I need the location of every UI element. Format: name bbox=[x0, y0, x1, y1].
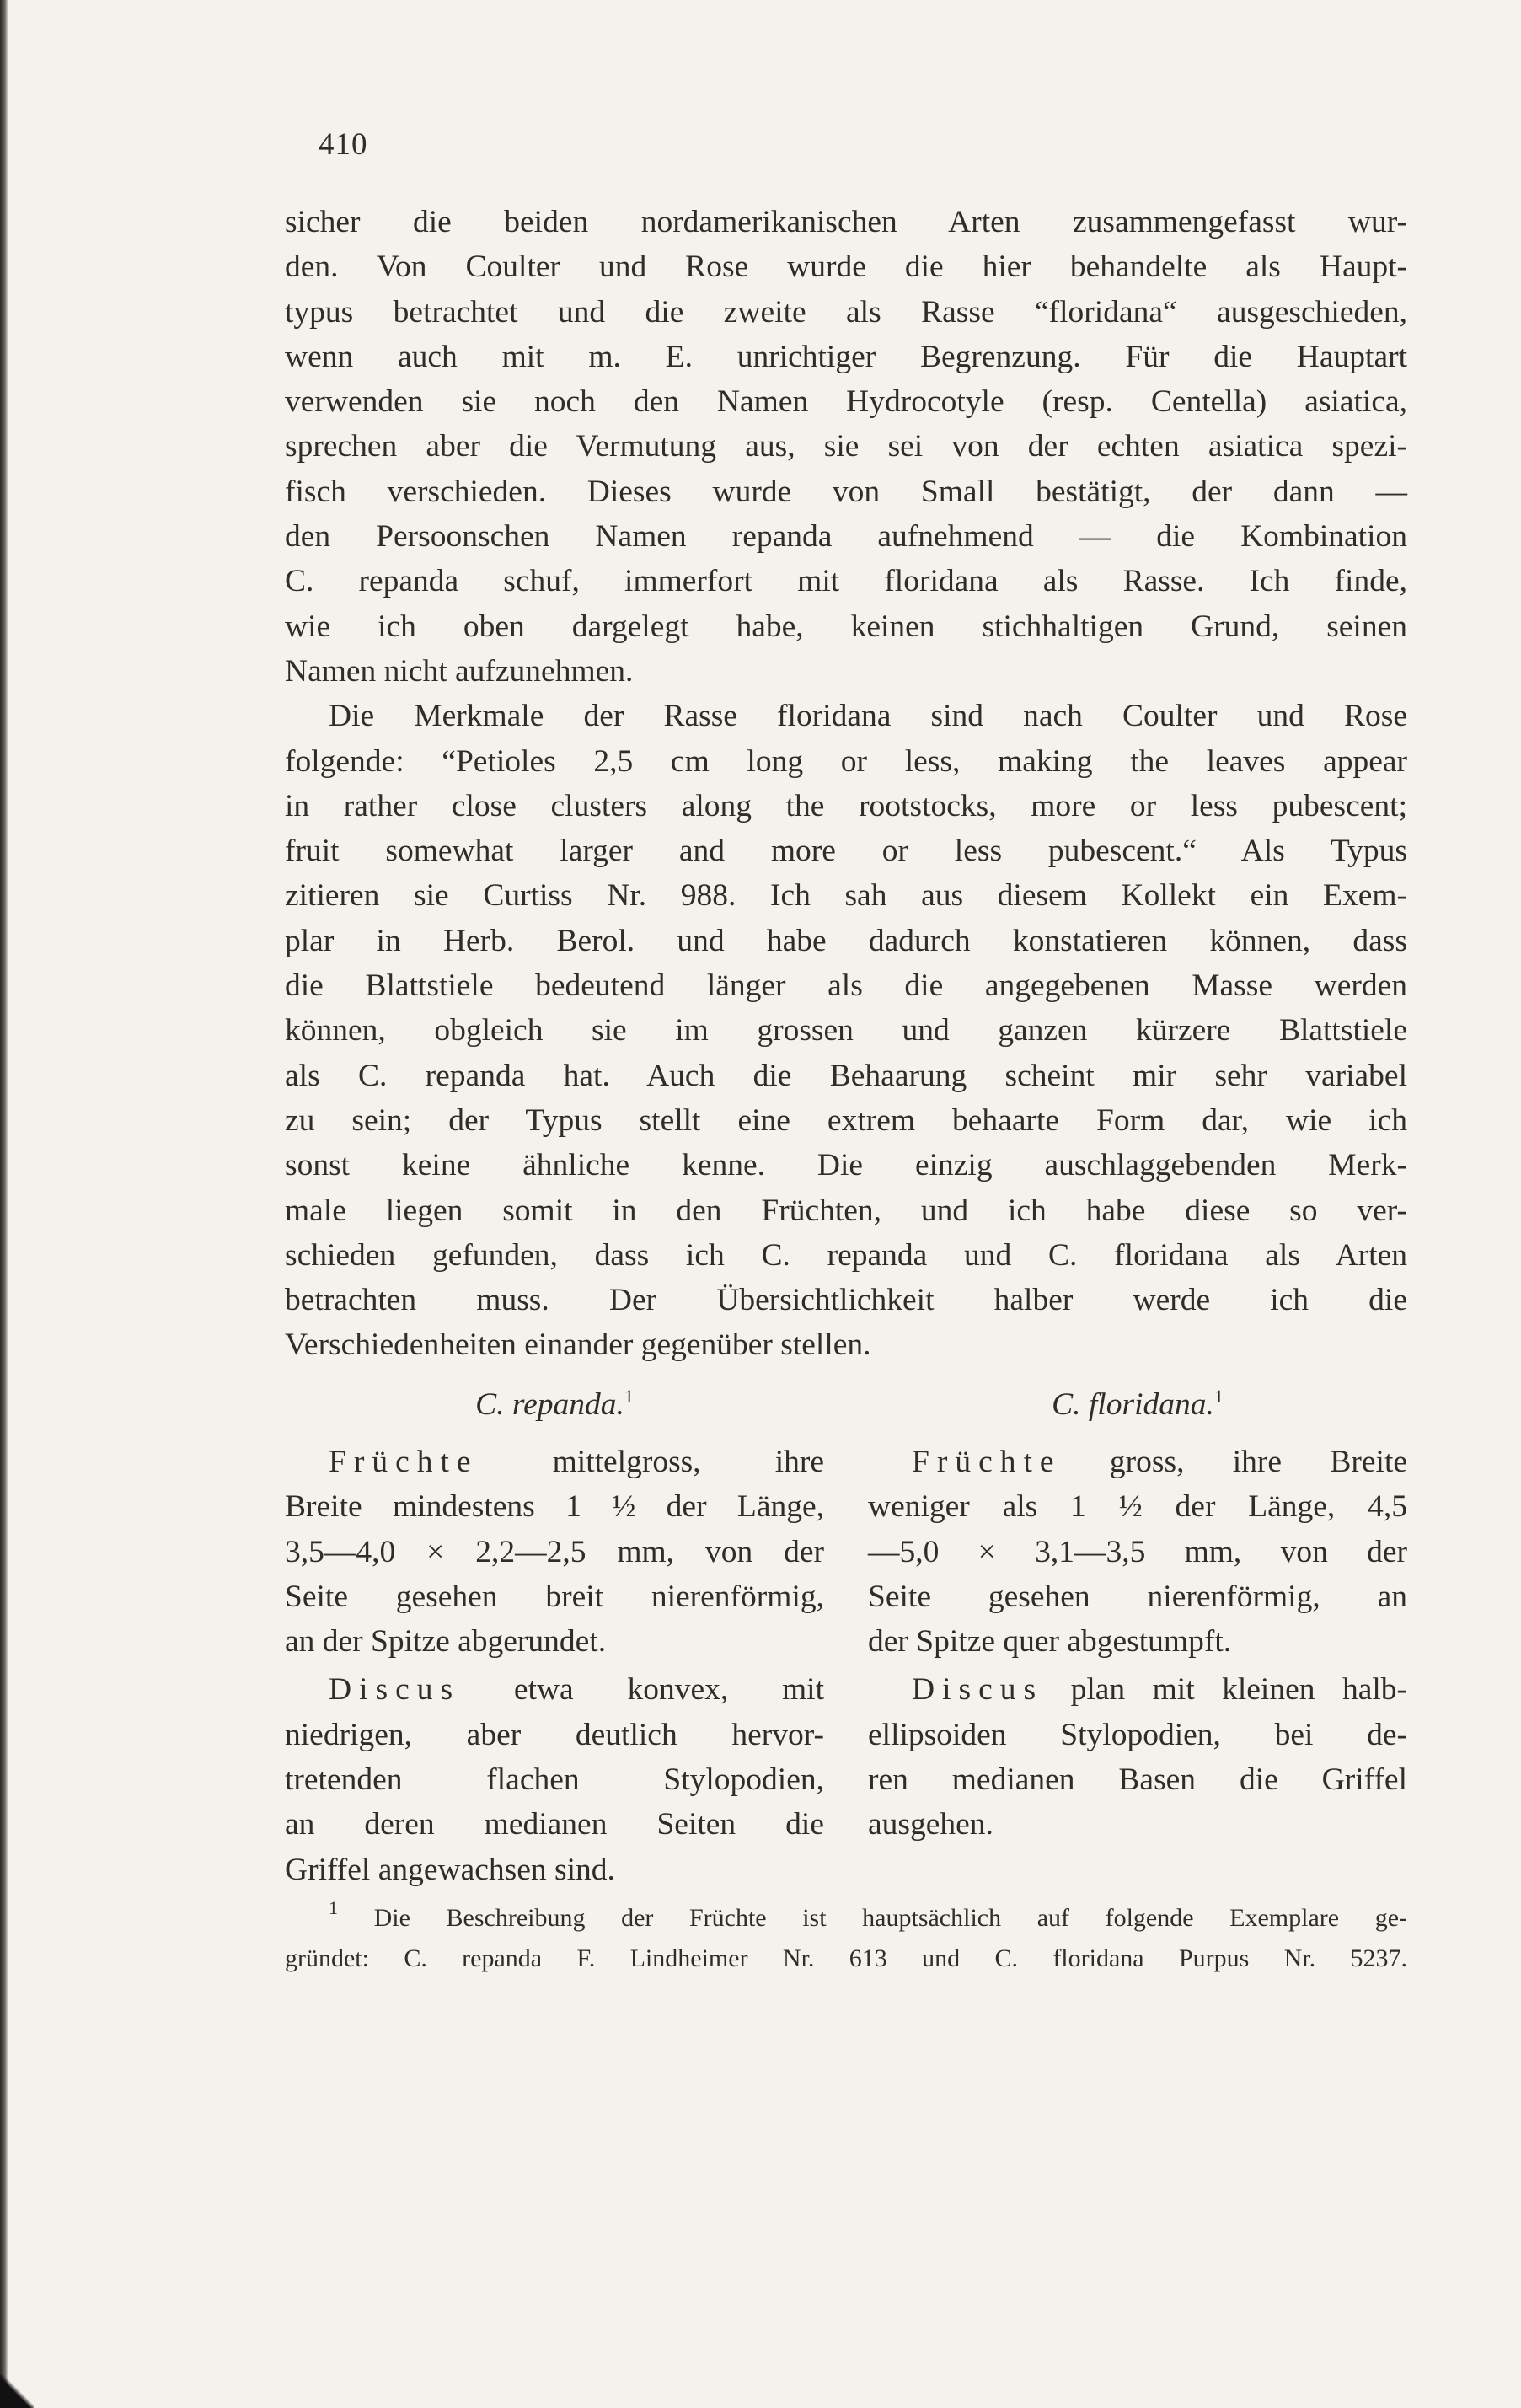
scan-corner bbox=[0, 2374, 34, 2408]
text-line: der Spitze quer abgestumpft. bbox=[868, 1624, 1232, 1660]
discus-description bbox=[868, 1667, 1407, 1847]
footnote-ref: 1 bbox=[624, 1386, 634, 1407]
page-number: 410 bbox=[319, 127, 368, 162]
footnote-ref: 1 bbox=[1213, 1386, 1224, 1407]
text-line: Seite gesehen nierenförmig, an bbox=[868, 1579, 1407, 1614]
footnote-marker: 1 bbox=[329, 1897, 338, 1918]
line-rest: gross, ihre Breite bbox=[1109, 1445, 1408, 1479]
text-line: Die Merkmale der Rasse floridana sind nach Coulter und Rose bbox=[329, 699, 1407, 734]
discus-label: Discus bbox=[912, 1672, 1044, 1708]
text-line: können, obgleich sie im grossen und ganzen kürzere Blattstiele bbox=[285, 1013, 1407, 1048]
text-line: —5,0 × 3,1—3,5 mm, von der bbox=[868, 1534, 1407, 1569]
text-line: Griffel angewachsen sind. bbox=[285, 1852, 615, 1887]
text-line: Namen nicht aufzunehmen. bbox=[285, 653, 634, 689]
text-line: fisch verschieden. Dieses wurde von Small bestätigt, der dann — bbox=[285, 474, 1407, 509]
text-line: Seite gesehen breit nierenförmig, bbox=[285, 1579, 824, 1614]
text-line: C. repanda schuf, immerfort mit floridana als Rasse. Ich finde, bbox=[285, 564, 1407, 599]
text-line: an der Spitze abgerundet. bbox=[285, 1624, 607, 1660]
text-line: wenn auch mit m. E. unrichtiger Begrenzung. Für die Hauptart bbox=[285, 339, 1407, 374]
footnote bbox=[285, 1898, 1407, 1979]
text-line: schieden gefunden, dass ich C. repanda und C. floridana als Arten bbox=[285, 1237, 1407, 1273]
text-line bbox=[868, 1440, 1407, 1484]
text-line bbox=[868, 1667, 1407, 1712]
text-line: folgende: “Petioles 2,5 cm long or less, making the leaves appear bbox=[285, 743, 1407, 779]
text-line: typus betrachtet und die zweite als Rasse “floridana“ ausgeschieden, bbox=[285, 294, 1407, 330]
text-line: als C. repanda hat. Auch die Behaarung scheint mir sehr variabel bbox=[285, 1058, 1407, 1093]
line-rest: plan mit kleinen halb- bbox=[1070, 1672, 1408, 1708]
text-line: Breite mindestens 1 ½ der Länge, bbox=[285, 1489, 824, 1525]
text-line: den Persoonschen Namen repanda aufnehmend — die Kombination bbox=[285, 519, 1407, 555]
footnote-line bbox=[285, 1898, 1407, 1939]
text-line: 3,5—4,0 × 2,2—2,5 mm, von der bbox=[285, 1534, 824, 1569]
discus-description bbox=[285, 1667, 824, 1891]
line-rest: mittelgross, ihre bbox=[552, 1445, 824, 1479]
text-line: fruit somewhat larger and more or less pubescent.“ Als Typus bbox=[285, 834, 1407, 869]
line-rest: etwa konvex, mit bbox=[513, 1672, 824, 1708]
text-line: verwenden sie noch den Namen Hydrocotyle (resp. Centella) asiatica, bbox=[285, 384, 1407, 420]
text-line: male liegen somit in den Früchten, und ich habe diese so ver- bbox=[285, 1193, 1407, 1228]
paragraph-1 bbox=[285, 200, 1407, 694]
scan-edge bbox=[0, 0, 8, 2408]
text-line: den. Von Coulter und Rose wurde die hier behandelte als Haupt- bbox=[285, 249, 1407, 285]
column-repanda bbox=[285, 1382, 824, 1896]
text-line: sonst keine ähnliche kenne. Die einzig auschlaggebenden Merk- bbox=[285, 1148, 1407, 1183]
column-floridana bbox=[868, 1382, 1407, 1851]
column-heading bbox=[285, 1382, 824, 1435]
heading-text: C. repanda. bbox=[475, 1387, 624, 1422]
text-line: Verschiedenheiten einander gegenüber stellen. bbox=[285, 1327, 871, 1363]
fruit-description bbox=[868, 1440, 1407, 1664]
paragraph-2 bbox=[285, 694, 1407, 1367]
heading-text: C. floridana. bbox=[1052, 1387, 1214, 1422]
text-line: zu sein; der Typus stellt eine extrem behaarte Form dar, wie ich bbox=[285, 1102, 1407, 1138]
text-line: sprechen aber die Vermutung aus, sie sei von der echten asiatica spezi- bbox=[285, 429, 1407, 464]
text-line: weniger als 1 ½ der Länge, 4,5 bbox=[868, 1489, 1407, 1525]
fruit-label: Früchte bbox=[912, 1445, 1062, 1479]
text-line bbox=[285, 1667, 824, 1712]
text-line: in rather close clusters along the rootstocks, more or less pubescent; bbox=[285, 788, 1407, 823]
text-line: niedrigen, aber deutlich hervor- bbox=[285, 1717, 824, 1752]
text-line: ren medianen Basen die Griffel bbox=[868, 1762, 1407, 1798]
text-line: ellipsoiden Stylopodien, bei de- bbox=[868, 1717, 1407, 1752]
text-line: sicher die beiden nordamerikanischen Arten zusammengefasst wur- bbox=[285, 205, 1407, 239]
footnote-text: Die Beschreibung der Früchte ist hauptsächlich auf folgende Exemplare ge- bbox=[373, 1904, 1407, 1932]
text-line: ausgehen. bbox=[868, 1807, 993, 1842]
comparison-columns bbox=[285, 1382, 1407, 1905]
text-line: zitieren sie Curtiss Nr. 988. Ich sah aus diesem Kollekt ein Exem- bbox=[285, 878, 1407, 914]
text-line: die Blattstiele bedeutend länger als die angegebenen Masse werden bbox=[285, 968, 1407, 1004]
text-line: an deren medianen Seiten die bbox=[285, 1807, 824, 1842]
fruit-description bbox=[285, 1440, 824, 1664]
fruit-label: Früchte bbox=[329, 1445, 479, 1479]
text-line bbox=[285, 1440, 824, 1484]
text-line: betrachten muss. Der Übersichtlichkeit halber werde ich die bbox=[285, 1283, 1407, 1318]
footnote-line: gründet: C. repanda F. Lindheimer Nr. 613 und C. floridana Purpus Nr. 5237. bbox=[285, 1944, 1407, 1972]
discus-label: Discus bbox=[329, 1672, 461, 1708]
text-line: plar in Herb. Berol. und habe dadurch konstatieren können, dass bbox=[285, 923, 1407, 958]
main-text bbox=[285, 200, 1407, 1368]
column-heading bbox=[868, 1382, 1407, 1435]
text-line: wie ich oben dargelegt habe, keinen stichhaltigen Grund, seinen bbox=[285, 609, 1407, 644]
text-line: tretenden flachen Stylopodien, bbox=[285, 1762, 824, 1798]
